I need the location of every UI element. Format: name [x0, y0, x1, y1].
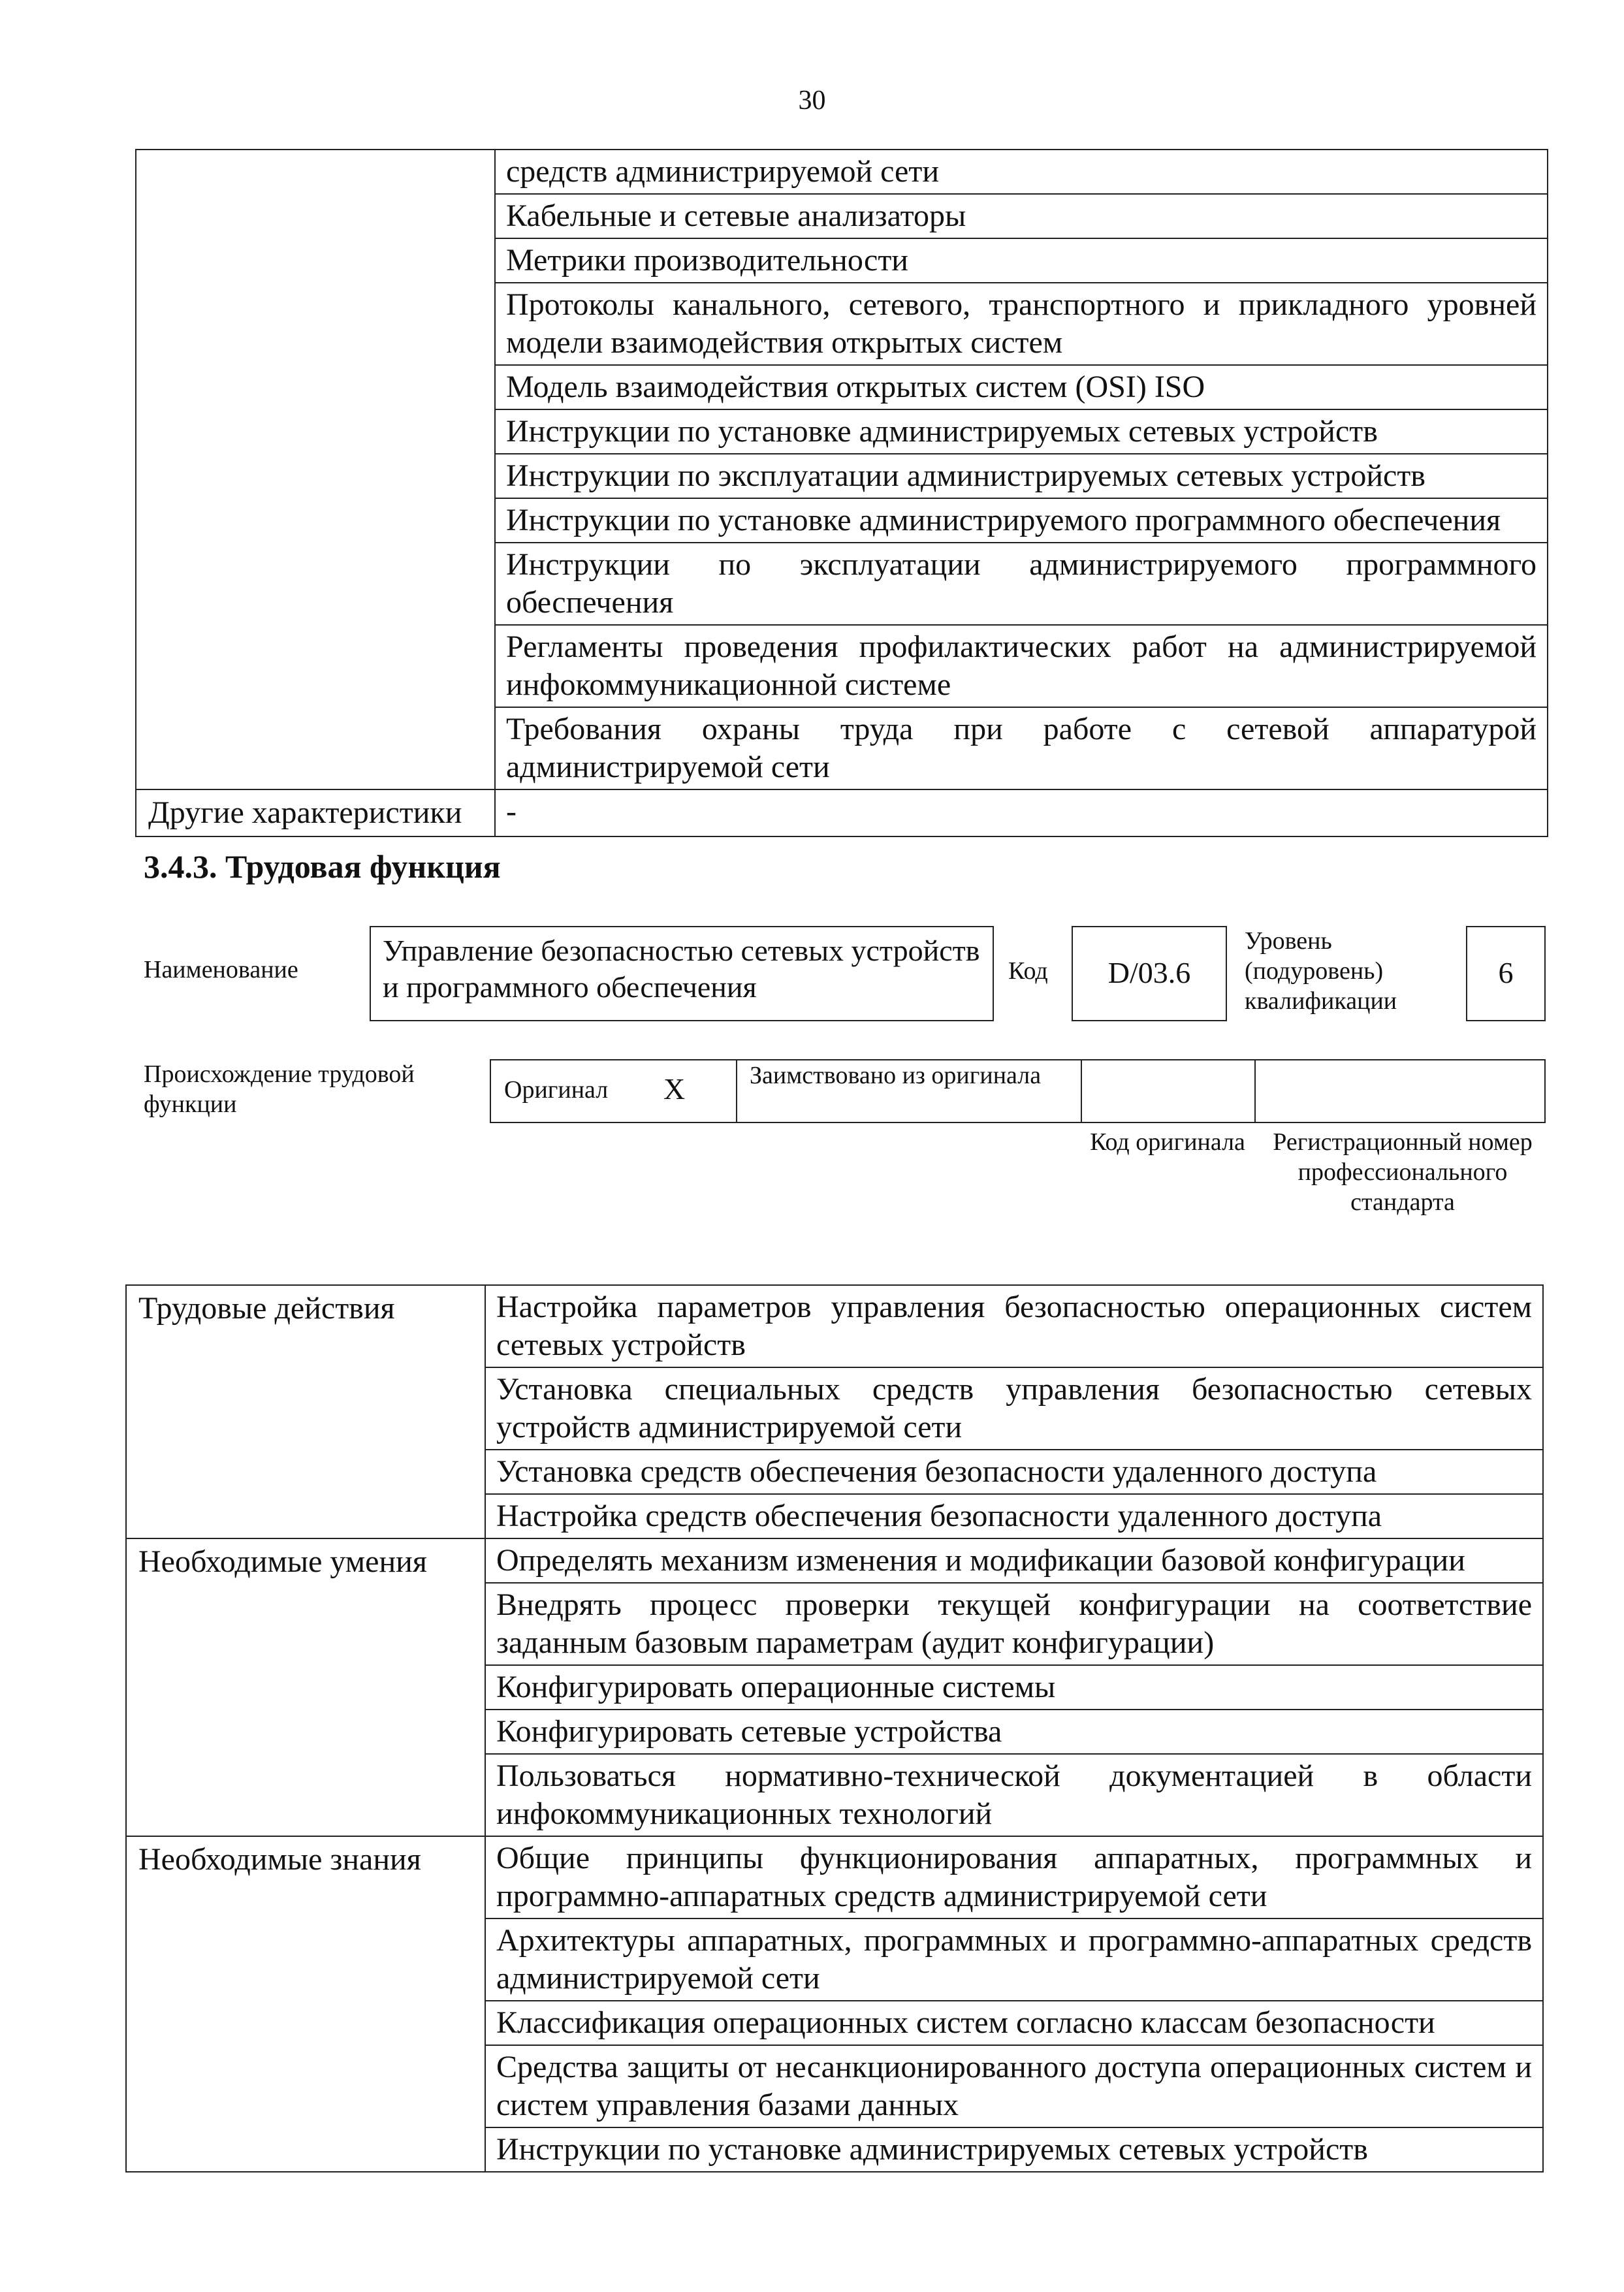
table-row: [126, 1538, 1543, 1583]
original-label: Оригинал: [504, 1076, 609, 1104]
table-cell: Установка специальных средств управления безопасностью сетевых устройств администрируемой сети: [485, 1367, 1543, 1450]
table-cell: Пользоваться нормативно-технической документацией в области инфокоммуникационных технологий: [485, 1754, 1543, 1836]
table-cell: Инструкции по установке администрируемых сетевых устройств: [485, 2127, 1543, 2172]
original-mark: X: [663, 1072, 686, 1106]
table-cell: Регламенты проведения профилактических работ на администрируемой инфокоммуникационной системе: [495, 625, 1548, 707]
level-label: Уровень (подуровень) квалификации: [1245, 927, 1397, 1015]
table-cell: Модель взаимодействия открытых систем (OSI) ISO: [495, 365, 1548, 409]
empty-label-cell: [136, 150, 495, 789]
table-cell: Протоколы канального, сетевого, транспортного и прикладного уровней модели взаимодействия открытых систем: [495, 283, 1548, 365]
origin-label: Происхождение трудовой функции: [144, 1060, 415, 1118]
code-value-box: [1072, 926, 1227, 1021]
level-value-box: [1466, 926, 1546, 1021]
code-original-caption: Код оригинала: [1090, 1128, 1245, 1156]
table-cell: Определять механизм изменения и модификации базовой конфигурации: [485, 1538, 1543, 1583]
table-cell: Конфигурировать сетевые устройства: [485, 1710, 1543, 1754]
table-cell: Настройка средств обеспечения безопасности удаленного доступа: [485, 1494, 1543, 1538]
table-cell: Конфигурировать операционные системы: [485, 1665, 1543, 1710]
table-cell: Установка средств обеспечения безопасности удаленного доступа: [485, 1450, 1543, 1494]
code-value: D/03.6: [1107, 956, 1191, 989]
table-cell: Настройка параметров управления безопасностью операционных систем сетевых устройств: [485, 1285, 1543, 1367]
table-cell: Кабельные и сетевые анализаторы: [495, 194, 1548, 238]
name-label: Наименование: [144, 956, 298, 983]
table-row: [126, 1836, 1543, 1918]
code-label: Код: [1008, 957, 1048, 985]
table-cell: Требования охраны труда при работе с сетевой аппаратурой администрируемой сети: [495, 707, 1548, 789]
table-row: [136, 789, 1548, 836]
divider: [1081, 1059, 1082, 1123]
table-cell: Инструкции по эксплуатации администрируемого программного обеспечения: [495, 543, 1548, 625]
page-number: 30: [798, 86, 826, 116]
divider: [1254, 1059, 1256, 1123]
table-cell: Инструкции по установке администрируемого программного обеспечения: [495, 498, 1548, 543]
table-cell: Классификация операционных систем согласно классам безопасности: [485, 2001, 1543, 2045]
table-cell: Архитектуры аппаратных, программных и программно-аппаратных средств администрируемой сети: [485, 1918, 1543, 2001]
other-characteristics-label: Другие характеристики: [136, 789, 495, 836]
name-value: Управление безопасностью сетевых устройств и программного обеспечения: [383, 934, 980, 1004]
table-cell: Инструкции по эксплуатации администрируемых сетевых устройств: [495, 454, 1548, 498]
table-cell: Средства защиты от несанкционированного доступа операционных систем и систем управления базами данных: [485, 2045, 1543, 2127]
level-value: 6: [1498, 956, 1514, 989]
table-cell: Общие принципы функционирования аппаратных, программных и программно-аппаратных средств администрируемой сети: [485, 1836, 1543, 1918]
borrowed-label: Заимствовано из оригинала: [750, 1062, 1042, 1089]
group-label-required-knowledge: Необходимые знания: [126, 1836, 485, 2172]
table-row: [126, 1285, 1543, 1367]
labor-function-table: [125, 1284, 1544, 2173]
table-cell: Инструкции по установке администрируемых сетевых устройств: [495, 409, 1548, 454]
name-value-box: [370, 926, 994, 1021]
other-characteristics-value: -: [495, 789, 1548, 836]
knowledge-table-continued: [135, 149, 1548, 837]
table-row: [136, 150, 1548, 194]
table-cell: Внедрять процесс проверки текущей конфигурации на соответствие заданным базовым параметрам (аудит конфигурации): [485, 1583, 1543, 1665]
group-label-required-skills: Необходимые умения: [126, 1538, 485, 1836]
section-title: 3.4.3. Трудовая функция: [144, 848, 501, 885]
divider: [736, 1059, 737, 1123]
table-cell: средств администрируемой сети: [495, 150, 1548, 194]
table-cell: Метрики производительности: [495, 238, 1548, 283]
group-label-labor-actions: Трудовые действия: [126, 1285, 485, 1538]
registration-number-caption: Регистрационный номер профессионального стандарта: [1273, 1128, 1533, 1216]
